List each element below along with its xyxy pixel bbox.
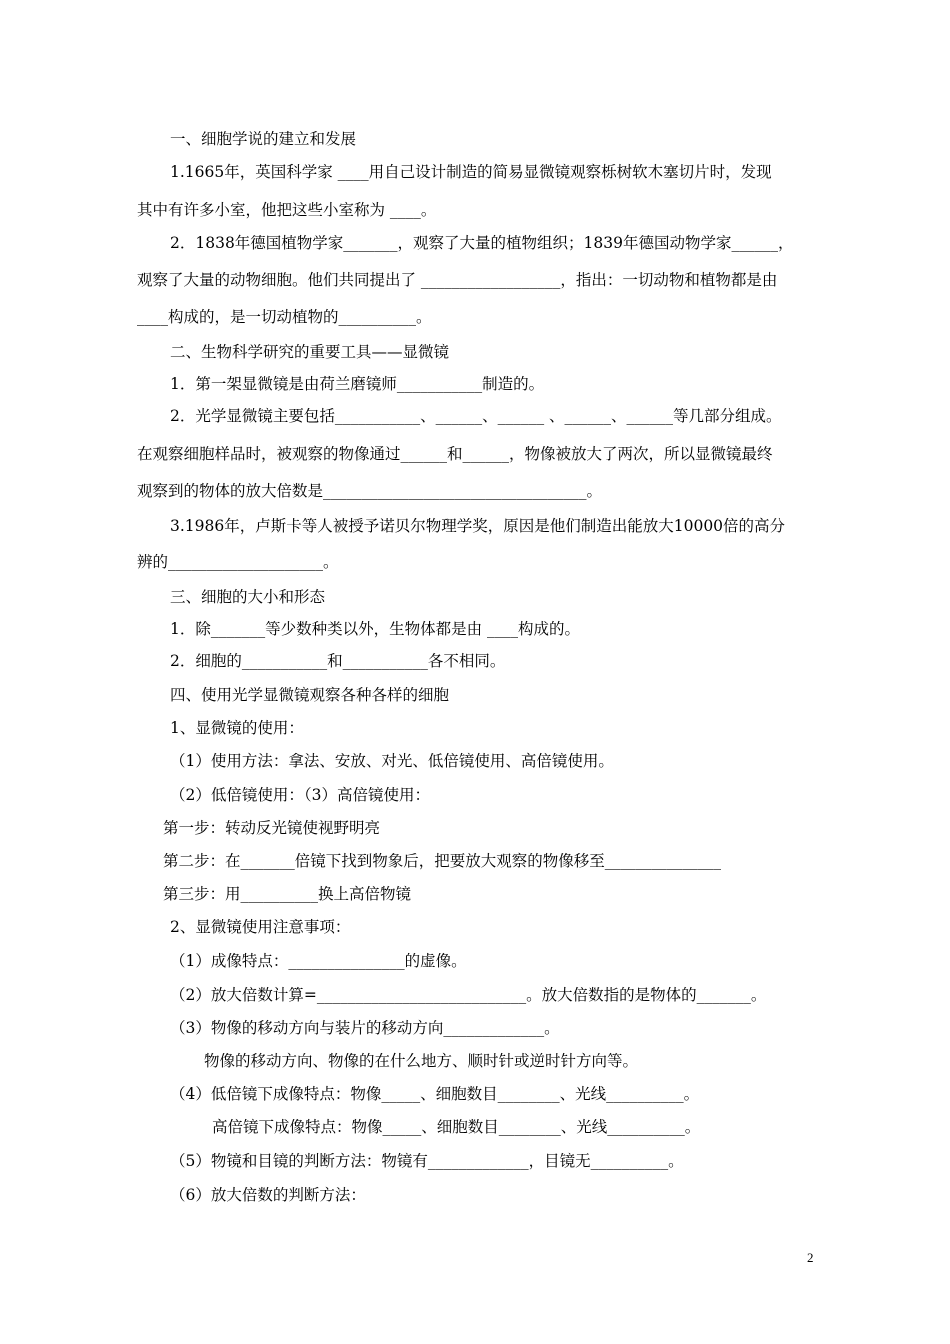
text-line: 第三步：用__________换上高倍物镜	[163, 885, 412, 903]
text-line: 观察了大量的动物细胞。他们共同提出了 __________________，指出：一切动物和植物都是由	[137, 271, 778, 289]
page-number: 2	[807, 1250, 814, 1265]
text-line: 三、细胞的大小和形态	[170, 588, 326, 606]
text-line: 第一步：转动反光镜使视野明亮	[163, 819, 381, 837]
text-line: 一、细胞学说的建立和发展	[170, 130, 357, 148]
text-line: 四、使用光学显微镜观察各种各样的细胞	[170, 686, 450, 704]
text-line: 二、生物科学研究的重要工具——显微镜	[170, 343, 450, 361]
text-line: 高倍镜下成像特点：物像_____、细胞数目________、光线__________。	[212, 1118, 701, 1136]
text-line: （4）低倍镜下成像特点：物像_____、细胞数目________、光线__________。	[170, 1085, 700, 1103]
text-line: （5）物镜和目镜的判断方法：物镜有_____________，目镜无__________。	[170, 1152, 684, 1170]
text-line: （2）放大倍数计算=___________________________。放大倍数指的是物体的_______。	[170, 986, 767, 1004]
text-line: （1）使用方法：拿法、安放、对光、低倍镜使用、高倍镜使用。	[170, 752, 614, 770]
text-line: （6）放大倍数的判断方法：	[170, 1186, 366, 1204]
text-line: 1、显微镜的使用：	[170, 719, 304, 737]
text-line: 第二步：在_______倍镜下找到物象后，把要放大观察的物像移至_______________	[163, 852, 722, 870]
text-line: 物像的移动方向、物像的在什么地方、顺时针或逆时针方向等。	[204, 1052, 639, 1070]
text-line: 在观察细胞样品时，被观察的物像通过______和______，物像被放大了两次，所以显微镜最终	[137, 445, 773, 463]
text-line: 2．细胞的___________和___________各不相同。	[170, 652, 506, 670]
text-line: 其中有许多小室，他把这些小室称为 ____。	[137, 201, 437, 219]
text-line: 辨的____________________。	[137, 553, 339, 571]
text-line: 观察到的物体的放大倍数是__________________________________。	[137, 482, 603, 500]
text-line: 2．1838年德国植物学家_______，观察了大量的植物组织；1839年德国动物学家______，	[170, 234, 794, 252]
text-line: （2）低倍镜使用：（3）高倍镜使用：	[170, 786, 430, 804]
text-line: 1.1665年，英国科学家 ____用自己设计制造的简易显微镜观察栎树软木塞切片时，发现	[170, 163, 772, 181]
text-line: （3）物像的移动方向与装片的移动方向_____________。	[170, 1019, 560, 1037]
text-line: 1．除_______等少数种类以外，生物体都是由 ____构成的。	[170, 620, 581, 638]
text-line: 2．光学显微镜主要包括___________、______、______ 、______、______等几部分组成。	[170, 407, 782, 425]
text-line: （1）成像特点：_______________的虚像。	[170, 952, 467, 970]
text-line: 3.1986年，卢斯卡等人被授予诺贝尔物理学奖，原因是他们制造出能放大10000倍的高分	[170, 517, 786, 535]
text-line: 2、显微镜使用注意事项：	[170, 918, 351, 936]
text-line: ____构成的，是一切动植物的__________。	[137, 308, 432, 326]
text-line: 1．第一架显微镜是由荷兰磨镜师___________制造的。	[170, 375, 545, 393]
